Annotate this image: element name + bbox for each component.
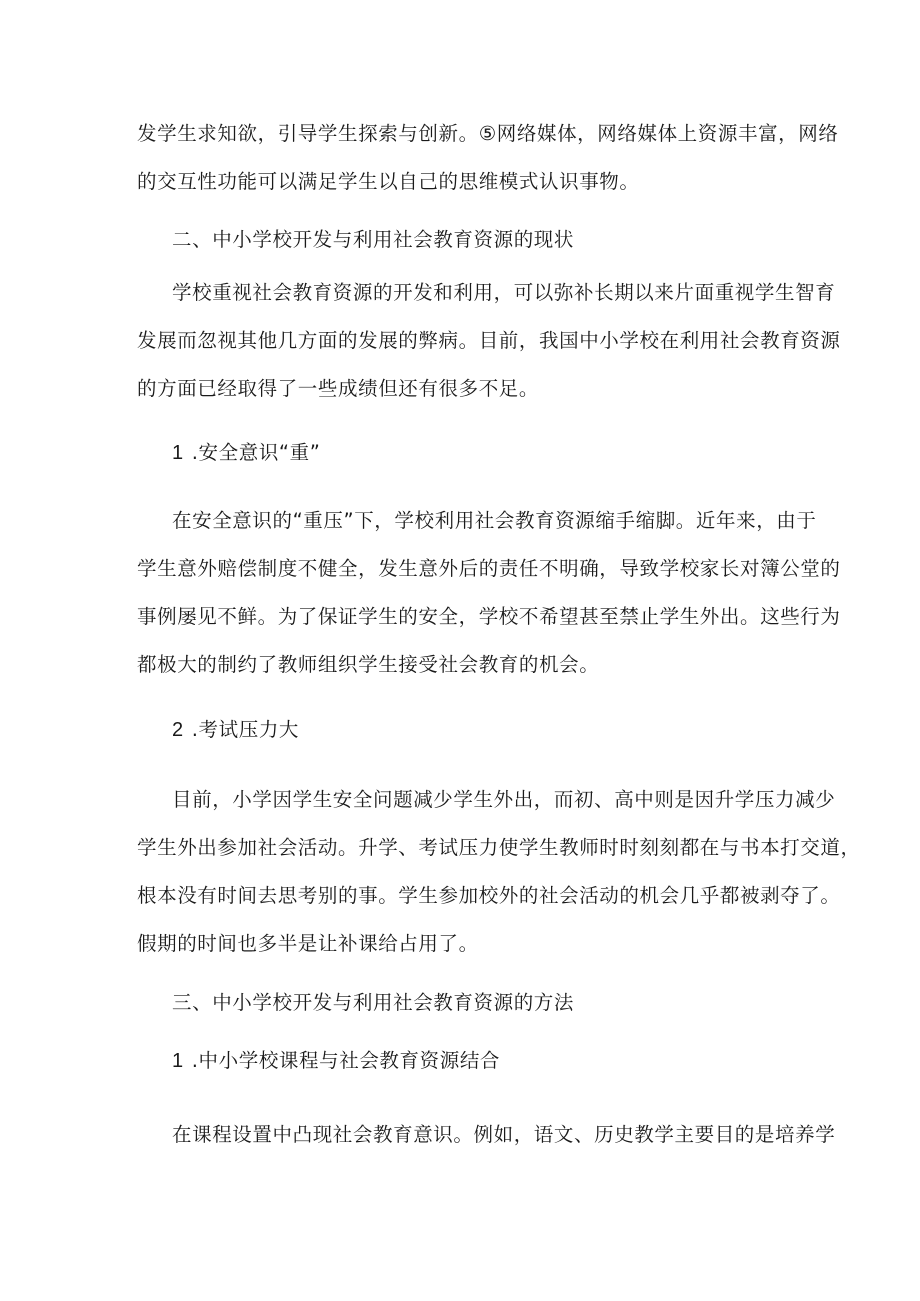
subsection-title: .安全意识“重” [191, 441, 321, 464]
subsection-title: .考试压力大 [191, 718, 300, 741]
subsection-heading [172, 717, 299, 743]
body-text-line: 假期的时间也多半是让补课给占用了。 [137, 932, 479, 955]
body-text-line: 都极大的制约了教师组织学生接受社会教育的机会。 [137, 653, 600, 676]
body-text-line: 发学生求知欲，引导学生探索与创新。⑤网络媒体，网络媒体上资源丰富，网络 [137, 122, 839, 145]
body-text-line: 在课程设置中凸现社会教育意识。例如，语文、历史教学主要目的是培养学 [172, 1123, 836, 1146]
subsection-heading [172, 1048, 500, 1074]
body-text-line: 发展而忽视其他几方面的发展的弊病。目前，我国中小学校在利用社会教育资源 [137, 329, 841, 352]
body-text-line: 的方面已经取得了一些成绩但还有很多不足。 [137, 377, 540, 400]
body-text-line: 学生外出参加社会活动。升学、考试压力使学生教师时时刻刻都在与书本打交道， [137, 836, 861, 859]
subsection-title: .中小学校课程与社会教育资源结合 [191, 1049, 501, 1072]
section-heading: 二、中小学校开发与利用社会教育资源的现状 [172, 228, 575, 251]
body-text-line: 根本没有时间去思考别的事。学生参加校外的社会活动的机会几乎都被剥夺了。 [137, 884, 841, 907]
body-text-line: 的交互性功能可以满足学生以自己的思维模式认识事物。 [137, 170, 640, 193]
body-text-line: 在安全意识的“重压”下，学校利用社会教育资源缩手缩脚。近年来，由于 [172, 509, 817, 532]
section-heading: 三、中小学校开发与利用社会教育资源的方法 [172, 991, 575, 1014]
subsection-number: 1 [172, 1050, 184, 1072]
body-text-line: 学校重视社会教育资源的开发和利用，可以弥补长期以来片面重视学生智育 [172, 281, 836, 304]
body-text-line: 事例屡见不鲜。为了保证学生的安全，学校不希望甚至禁止学生外出。这些行为 [137, 605, 841, 628]
body-text-line: 目前，小学因学生安全问题减少学生外出，而初、高中则是因升学压力减少 [172, 788, 836, 811]
subsection-number: 2 [172, 719, 184, 741]
subsection-number: 1 [172, 442, 184, 464]
subsection-heading [172, 440, 320, 466]
body-text-line: 学生意外赔偿制度不健全，发生意外后的责任不明确，导致学校家长对簿公堂的 [137, 557, 841, 580]
